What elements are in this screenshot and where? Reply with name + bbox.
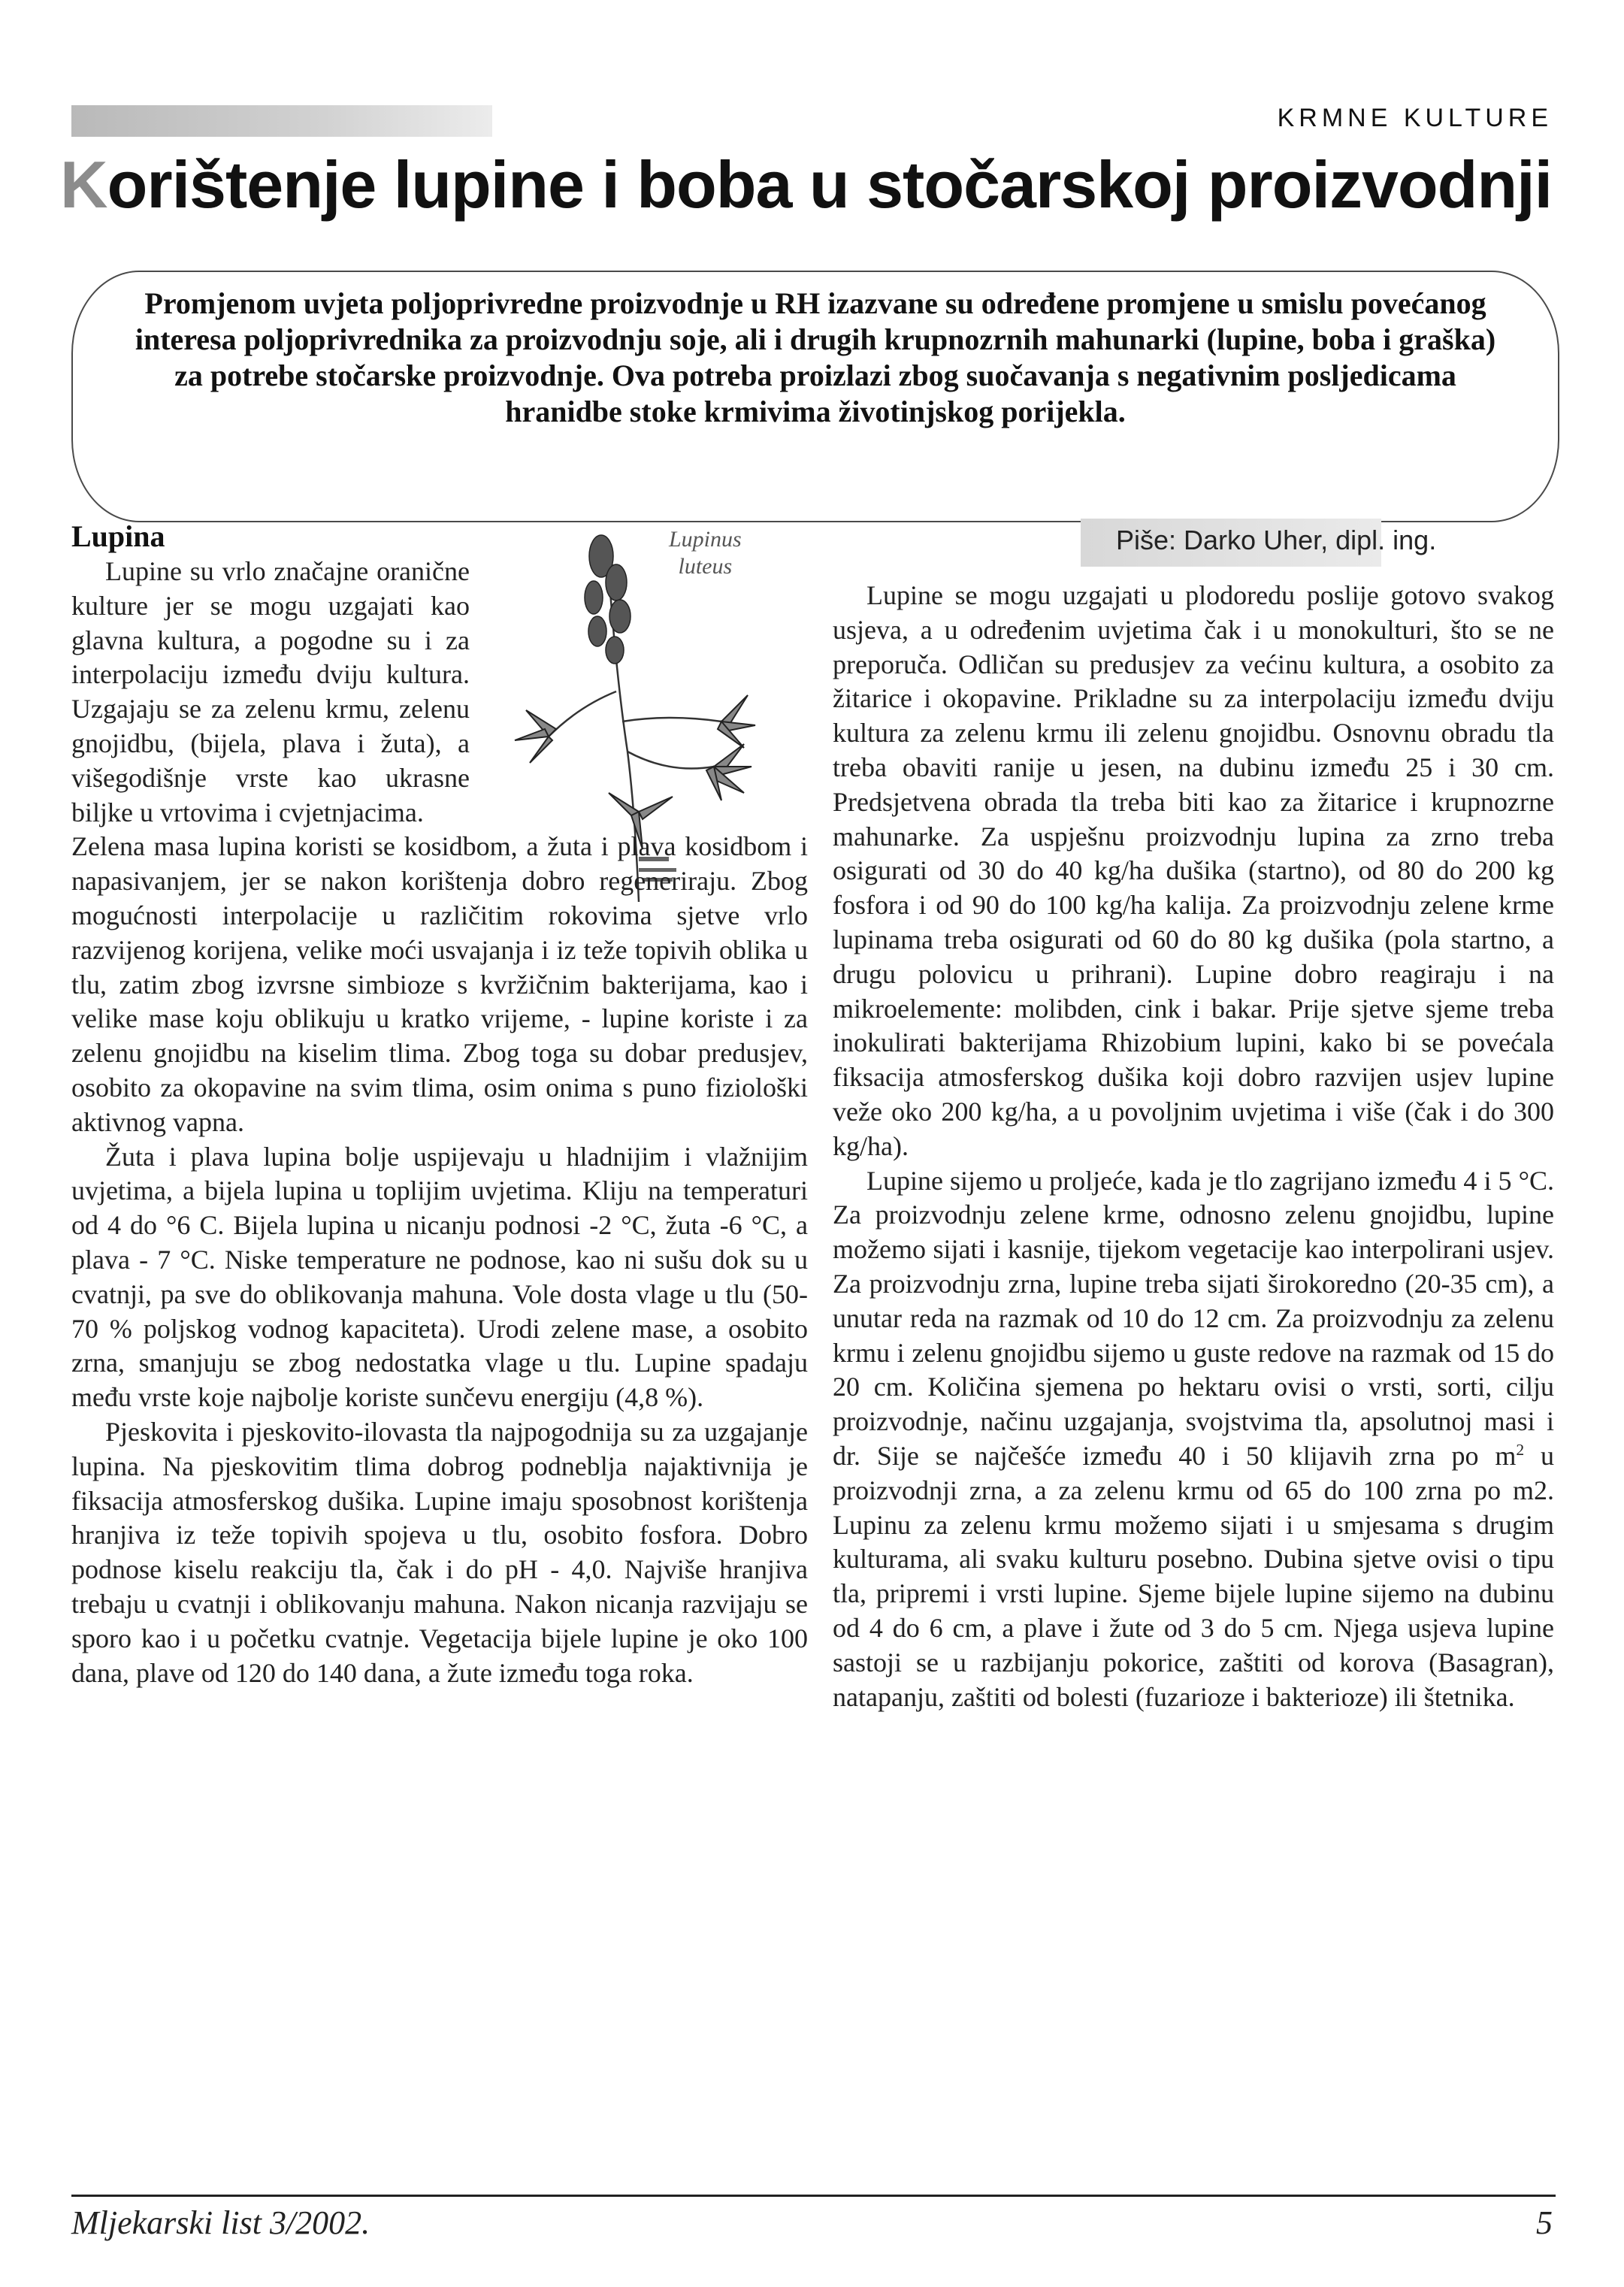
text-wrap-block bbox=[71, 519, 470, 830]
caption-line-2: luteus bbox=[678, 554, 733, 579]
page-number: 5 bbox=[1536, 2204, 1553, 2241]
right-column bbox=[833, 579, 1554, 1714]
section-label: KRMNE KULTURE bbox=[1277, 104, 1553, 132]
section-heading-lupina: Lupina bbox=[71, 519, 165, 553]
left-paragraph-2: Žuta i plava lupina bolje uspijevaju u hladnijim i vlažnijim uvjetima, a bijela lupina u toplijim uvjetima. Kliju na temperaturi od 4 do °6 C. Bijela lupina u nicanju podnosi -2 °C, žuta -6 °C, a plava - 7 °C. Niske temperature ne podnose, kao ni sušu dok su u cvatnji, pa sve do oblikovanja mahuna. Vole dosta vlage u tlu (50-70 % poljskog vodnog kapaciteta). Urodi zelene mase, a osobito zrna, smanjuju se zbog nedostatka vlage u tlu. Lupine spadaju među vrste koje najbolje koriste sunčevu energiju (4,8 %). bbox=[71, 1141, 808, 1413]
right-paragraph-2a: Lupine sijemo u proljeće, kada je tlo zagrijano između 4 i 5 °C. Za proizvodnju zelene krme, odnosno zelenu gnojidbu, lupine možemo sijati i kasnije, tijekom vegetacije kao interpolirani usjev. Za proizvodnju zrna, lupine treba sijati širokoredno (20-35 cm), a unutar reda na razmak od 10 do 12 cm. Za proizvodnju za zelenu krmu i zelenu gnojidbu sijemo u guste redove na razmak od 15 do 20 cm. Količina sjemena po hektaru ovisi o vrsti, sorti, cilju proizvodnje, načinu uzgajanja, svojstvima tla, apsolutnoj masi i dr. Sije se najčešće između 40 i 50 klijavih zrna po m bbox=[833, 1165, 1554, 1471]
left-paragraph-3: Pjeskovita i pjeskovito-ilovasta tla najpogodnija su za uzgajanje lupina. Na pjeskovitim tlima dobrog podneblja najaktivnija je fiksacija atmosferskog dušika. Lupine imaju sposobnost korištenja hranjiva iz teže topivih spojeva u tlu, osobito fosfora. Dobro podnose kiselu reakciju tla, čak i do pH - 4,0. Najviše hranjiva trebaju u cvatnji i oblikovanju mahuna. Nakon nicanja razvijaju se sporo kao i u početku cvatnje. Vegetacija bijele lupine je oko 100 dana, plave od 120 do 140 dana, a žute između toga roka. bbox=[71, 1416, 808, 1688]
header-shade-bar bbox=[71, 105, 492, 137]
footer-divider bbox=[71, 2195, 1556, 2197]
lead-text-2: Ova potreba proizlazi zbog suočavanja s negativnim posljedicama hranidbe stoke krmivima životinjskog porijekla. bbox=[505, 358, 1456, 428]
right-paragraph-2 bbox=[833, 1164, 1554, 1715]
superscript-2: 2 bbox=[1516, 1440, 1525, 1459]
left-paragraph-1: Lupine su vrlo značajne oranične kulture jer se mogu uzgajati kao glavna kultura, a pogodne su i za interpolaciju između dviju kultura. Uzgajaju se za zelenu krmu, zelenu gnojidbu, (bijela, plava i žuta), a višegodišnje vrste kao ukrasne biljke u vrtovima i cvjetnjacima. bbox=[71, 556, 470, 827]
left-paragraph-1-cont: Zelena masa lupina koristi se kosidbom, a žuta i plava kosidbom i napasivanjem, jer se nakon korištenja dobro regeneriraju. Zbog mogućnosti interpolacije u različitim rokovima sjetve vrlo razvijenog korijena, velike moći usvajanja i iz teže topivih oblika u tlu, zatim zbog izvrsne simbioze s kvržičnim bakterijama, kao i velike mase koju oblikuju u kratko vrijeme, - lupine koriste i za zelenu gnojidbu na kiselim tlima. Zbog toga su dobar predusjev, osobito za okopavine na svim tlima, osim onima s puno fiziološki aktivnog vapna. bbox=[71, 831, 808, 1137]
left-column bbox=[71, 519, 808, 1690]
footer-publication: Mljekarski list 3/2002. bbox=[71, 2204, 370, 2241]
right-paragraph-1: Lupine se mogu uzgajati u plodoredu poslije gotovo svakog usjeva, a u određenim uvjetima čak i u monokulturi, što se ne preporuča. Odličan su predusjev za većinu kultura, a osobito za žitarice i okopavine. Prikladne su za interpolaciju između dviju kultura za zelenu krmu ili zelenu gnojidbu. Osnovnu obradu tla treba obaviti ranije u jesen, na dubinu između 25 i 30 cm. Predsjetvena obrada tla treba biti kao za žitarice i krupnozrne mahunarke. Za uspješnu proizvodnju lupina za zrno treba osigurati od 30 do 40 kg/ha dušika (startno), od 80 do 200 kg fosfora i od 90 do 100 kg/ha kalija. Za proizvodnju zelene krme lupinama treba osigurati od 60 do 80 kg dušika (pola startno, a drugu polovicu u prihrani). Lupine dobro reagiraju i na mikroelemente: molibden, cink i bakar. Prije sjetve sjeme treba inokulirati bakterijama Rhizobium lupini, kako bi se povećala fiksacija atmosferskog dušika koji dobro razvijen usjev lupine veže oko 200 kg/ha, a u povoljnim uvjetima i više (čak i do 300 kg/ha). bbox=[833, 580, 1554, 1161]
title-initial: K bbox=[60, 147, 107, 222]
caption-line-1: Lupinus bbox=[669, 527, 742, 552]
author-byline: Piše: Darko Uher, dipl. ing. bbox=[1116, 525, 1437, 555]
lead-paragraph bbox=[120, 286, 1511, 430]
title-text: orištenje lupine i boba u stočarskoj proizvodnji bbox=[107, 147, 1553, 222]
article-title bbox=[60, 147, 1571, 223]
right-paragraph-2b: u proizvodnji zrna, a za zelenu krmu od 65 do 100 zrna po m2. Lupinu za zelenu krmu možemo sijati i u smjesama s drugim kulturama, ali svaku kulturu posebno. Dubina sjetve ovisi o tipu tla, pripremi i vrsti lupine. Sjeme bijele lupine sijemo na dubinu od 4 do 6 cm, a plave i žute od 3 do 5 cm. Njega usjeva lupine sastoji se u razbijanju pokorice, zaštiti od korova (Basagran), natapanju, zaštiti od bolesti (fuzarioze i bakterioze) ili štetnika. bbox=[833, 1440, 1555, 1712]
lead-text-1: Promjenom uvjeta poljoprivredne proizvodnje u RH izazvane su određene promjene u smislu povećanog interesa poljoprivrednika za proizvodnju soje, ali i drugih krupnozrnih mahunarki (lupine, boba i graška) za potrebe stočarske proizvodnje. bbox=[135, 286, 1496, 392]
